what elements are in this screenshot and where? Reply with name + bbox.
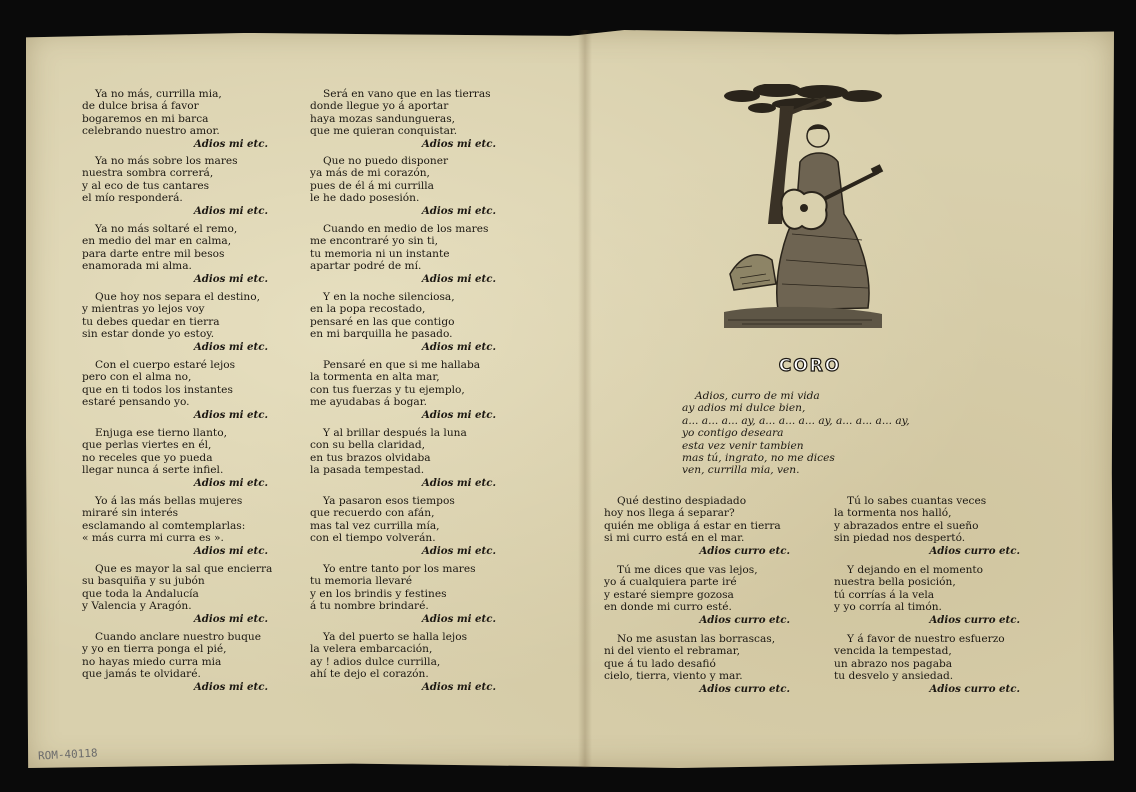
refrain: Adios mi etc. [193,272,268,285]
refrain: Adios curro etc. [929,682,1020,695]
refrain: Adios curro etc. [699,613,790,626]
stanza: Y dejando en el momento nuestra bella posición, tú corrías á la vela y yo corría al timón. Adios curro etc. [834,564,1020,626]
refrain: Adios mi etc. [421,612,496,625]
stanza: Tú me dices que vas lejos, yo á cualquiera parte iré y estaré siempre gozosa en donde mi curro esté. Adios curro etc. [604,564,790,626]
stanza: Ya no más soltaré el remo, en medio del mar en calma, para darte entre mil besos enamorada mi alma. Adios mi etc. [82,223,268,285]
refrain: Adios mi etc. [421,272,496,285]
refrain: Adios mi etc. [193,204,268,217]
stanza: Enjuga ese tierno llanto, que perlas viertes en él, no receles que yo pueda llegar nunca á serte infiel. Adios mi etc. [82,427,268,489]
archive-label: ROM-40118 [37,746,98,763]
stanza: Y en la noche silenciosa, en la popa recostado, pensaré en las que contigo en mi barquilla he pasado. Adios mi etc. [310,291,496,353]
stanza: Qué destino despiadado hoy nos llega á separar? quién me obliga á estar en tierra si mi curro está en el mar. Adios curro etc. [604,495,790,557]
woodcut-illustration [722,84,884,328]
refrain: Adios mi etc. [421,137,496,150]
refrain: Adios mi etc. [193,408,268,421]
stanza: Ya pasaron esos tiempos que recuerdo con afán, mas tal vez currilla mía, con el tiempo volverán. Adios mi etc. [310,495,496,557]
rocks [730,255,776,290]
stanza: Ya no más, currilla mia, de dulce brisa á favor bogaremos en mi barca celebrando nuestro amor. Adios mi etc. [82,88,268,150]
refrain: Adios mi etc. [421,340,496,353]
refrain: Adios mi etc. [421,408,496,421]
stanza: Yo á las más bellas mujeres miraré sin interés esclamando al comtemplarlas: « más curra mi curra es ». Adios mi etc. [82,495,268,557]
refrain: Adios mi etc. [193,680,268,693]
stanza: Será en vano que en las tierras donde llegue yo á aportar haya mozas sandungueras, que me quieran conquistar. Adios mi etc. [310,88,496,150]
stanza: Tú lo sabes cuantas veces la tormenta nos halló, y abrazados entre el sueño sin piedad nos despertó. Adios curro etc. [834,495,1020,557]
refrain: Adios mi etc. [421,544,496,557]
stanza: Yo entre tanto por los mares tu memoria llevaré y en los brindis y festines á tu nombre brindaré. Adios mi etc. [310,563,496,625]
stanza: Cuando en medio de los mares me encontraré yo sin ti, tu memoria ni un instante apartar podré de mí. Adios mi etc. [310,223,496,285]
refrain: Adios mi etc. [193,476,268,489]
stanza: Con el cuerpo estaré lejos pero con el alma no, que en ti todos los instantes estaré pensando yo. Adios mi etc. [82,359,268,421]
refrain: Adios mi etc. [193,137,268,150]
stanza: Pensaré en que si me hallaba la tormenta en alta mar, con tus fuerzas y tu ejemplo, me ayudabas á bogar. Adios mi etc. [310,359,496,421]
stanza: Que no puedo disponer ya más de mi corazón, pues de él á mi currilla le he dado posesión. Adios mi etc. [310,155,496,217]
refrain: Adios mi etc. [193,340,268,353]
refrain: Adios mi etc. [193,544,268,557]
stanza: Y al brillar después la luna con su bella claridad, en tus brazos olvidaba la pasada tempestad. Adios mi etc. [310,427,496,489]
center-fold [578,30,592,768]
refrain: Adios mi etc. [421,680,496,693]
refrain: Adios curro etc. [929,613,1020,626]
refrain: Adios mi etc. [193,612,268,625]
refrain: Adios curro etc. [699,544,790,557]
stanza: Que es mayor la sal que encierra su basquiña y su jubón que toda la Andalucía y Valencia y Aragón. Adios mi etc. [82,563,273,625]
coro-chorus: Adios, curro de mi vida ay adios mi dulce bien, a... a... a... ay, a... a... a... ay, a... a... a... ay, yo contigo deseara esta vez venir tambien mas tú, ingrato, no me dices ven, currilla mia, ven. [682,390,910,477]
refrain: Adios curro etc. [699,682,790,695]
stanza: Ya no más sobre los mares nuestra sombra correrá, y al eco de tus cantares el mío responderá. Adios mi etc. [82,155,268,217]
refrain: Adios curro etc. [929,544,1020,557]
stanza: Ya del puerto se halla lejos la velera embarcación, ay ! adios dulce currilla, ahí te dejo el corazón. Adios mi etc. [310,631,496,693]
stanza: Que hoy nos separa el destino, y mientras yo lejos voy tu debes quedar en tierra sin estar donde yo estoy. Adios mi etc. [82,291,268,353]
ground [724,307,882,328]
refrain: Adios mi etc. [421,204,496,217]
refrain: Adios mi etc. [421,476,496,489]
stanza: Y á favor de nuestro esfuerzo vencida la tempestad, un abrazo nos pagaba tu desvelo y ansiedad. Adios curro etc. [834,633,1020,695]
stanza: No me asustan las borrascas, ni del viento el rebramar, que á tu lado desafió cielo, tierra, viento y mar. Adios curro etc. [604,633,790,695]
coro-title: CORO [778,356,842,376]
woman-dress [777,153,869,310]
stanza: Cuando anclare nuestro buque y yo en tierra ponga el pié, no hayas miedo curra mia que jamás te olvidaré. Adios mi etc. [82,631,268,693]
